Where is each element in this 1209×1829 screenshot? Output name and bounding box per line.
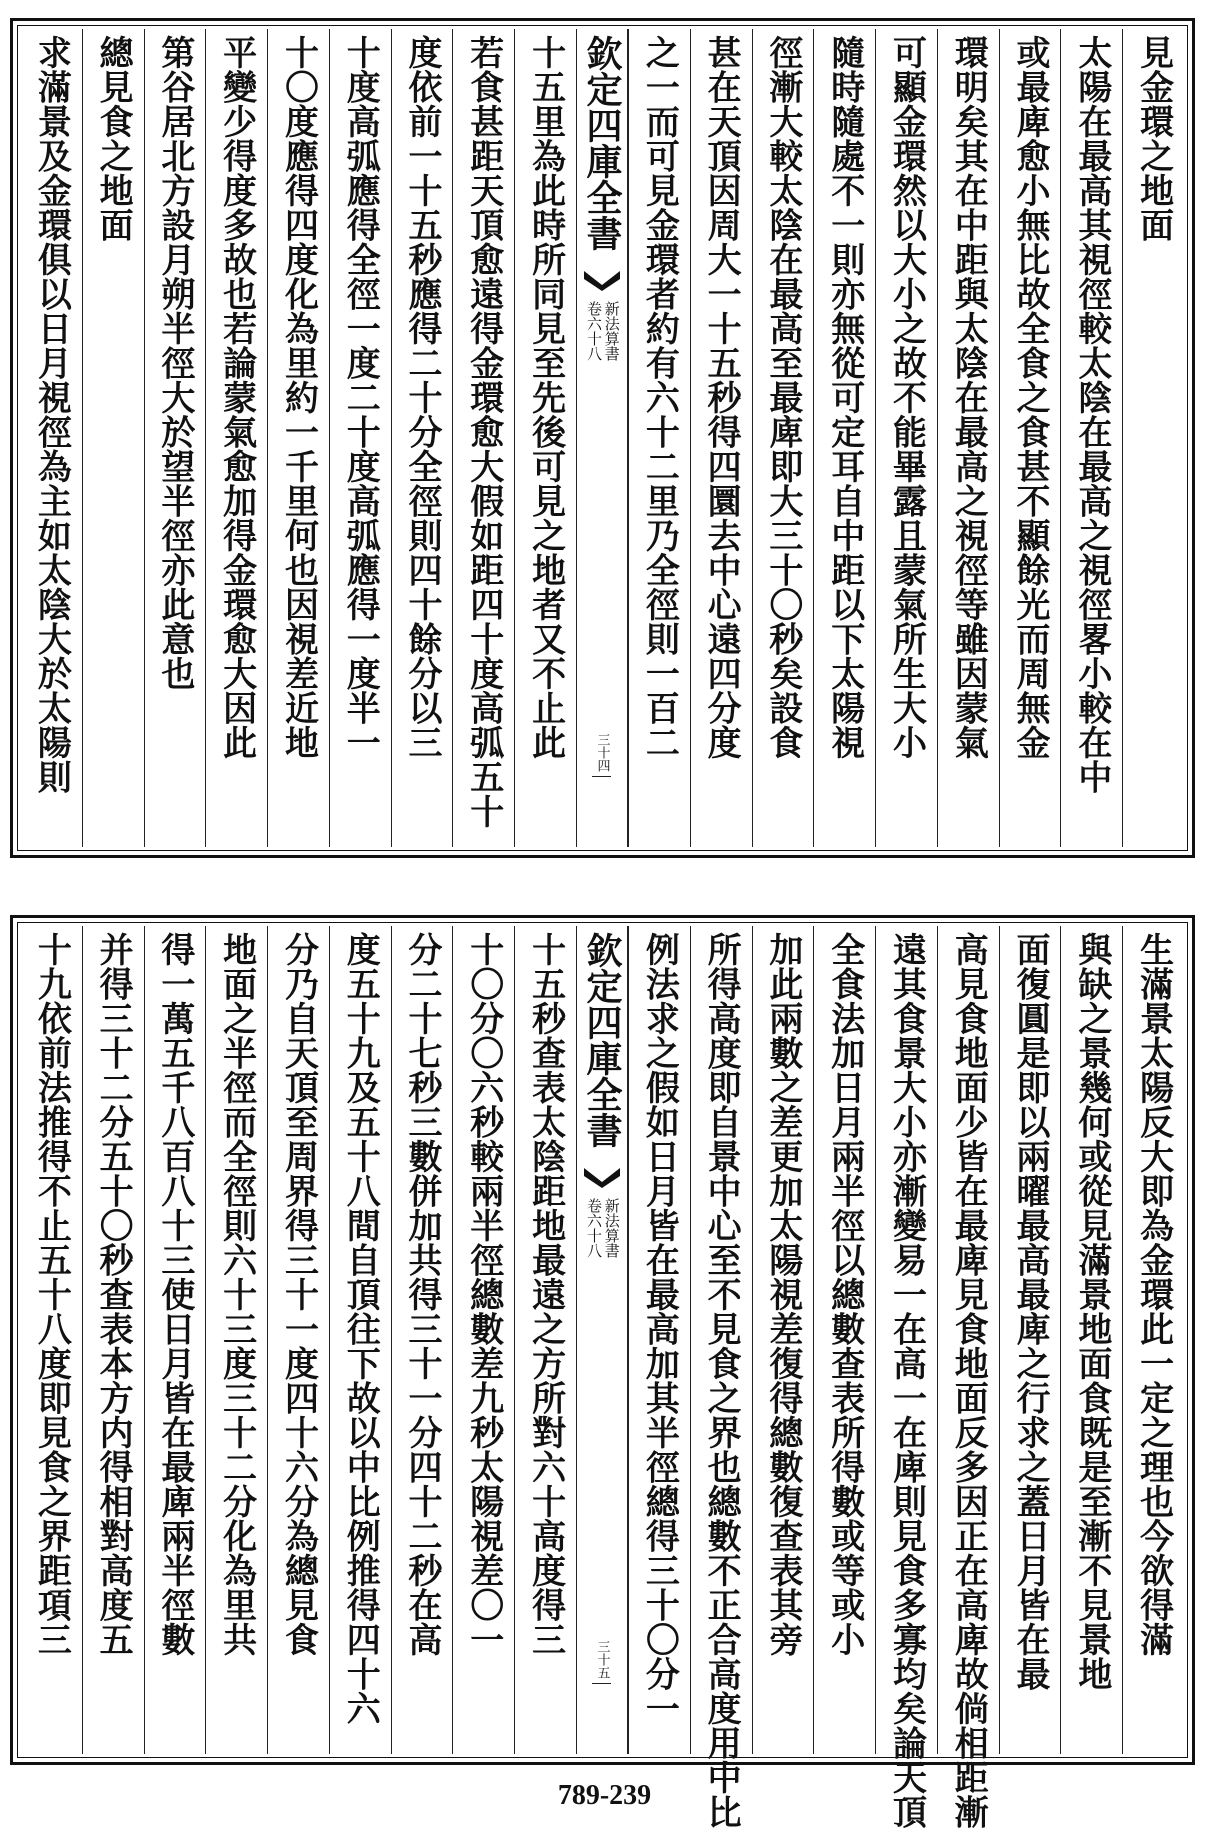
text-column: 與缺之景幾何或從見滿景地面食既是至漸不見景地 — [1060, 926, 1122, 1754]
top-page — [10, 18, 1195, 858]
text-column: 地面之半徑而全徑則六十三度三十二分化為里共 — [205, 926, 267, 1754]
spine-volume: 卷六十八 — [584, 301, 603, 361]
text-column: 生滿景太陽反大即為金環此一定之理也今欲得滿 — [1122, 926, 1184, 1754]
text-column: 并得三十二分五十〇秒查表本方内得相對高度五 — [82, 926, 144, 1754]
text-column: 徑漸大較太陰在最高至最庳即大三十〇秒矣設食 — [752, 29, 814, 847]
text-column: 見金環之地面 — [1122, 29, 1184, 847]
text-column: 環明矣其在中距與太陰在最高之視徑等雖因蒙氣 — [937, 29, 999, 847]
text-column: 之一而可見金環者約有六十二里乃全徑則一百二 — [628, 29, 690, 847]
page-footer-number: 789-239 — [557, 1780, 652, 1811]
text-column: 所得高度即自景中心至不見食之界也總數不正合高度用中比 — [690, 926, 752, 1754]
spine-title: 欽定四庫全書 — [580, 35, 623, 251]
center-spine — [576, 926, 628, 1754]
fishtail-mark-icon — [582, 269, 622, 293]
text-column: 求滿景及金環俱以日月視徑為主如太陰大於太陽則 — [31, 35, 72, 794]
text-column: 高見食地面少皆在最庳見食地面反多因正在高庳故倘相距漸 — [937, 926, 999, 1754]
text-column: 加此兩數之差更加太陽視差復得總數復查表其旁 — [752, 926, 814, 1754]
text-column: 甚在天頂因周大一十五秒得四圜去中心遠四分度 — [690, 29, 752, 847]
text-column: 全食法加日月兩半徑以總數查表所得數或等或小 — [813, 926, 875, 1754]
text-column: 十〇分〇六秒較兩半徑總數差九秒太陽視差〇一 — [452, 926, 514, 1754]
text-column: 十度高弧應得全徑一度二十度高弧應得一度半一 — [329, 29, 391, 847]
spine-title: 欽定四庫全書 — [580, 932, 623, 1148]
text-column: 度五十九及五十八間自頂往下故以中比例推得四十六 — [329, 926, 391, 1754]
top-page-columns — [21, 29, 1184, 847]
spine-volume: 卷六十八 — [584, 1198, 603, 1258]
text-column: 若食甚距天頂愈遠得金環愈大假如距四十度高弧五十 — [452, 29, 514, 847]
text-column: 太陽在最高其視徑較太陰在最高之視徑畧小較在中 — [1060, 29, 1122, 847]
center-spine — [576, 29, 628, 847]
text-column: 十五秒查表太陰距地最遠之方所對六十高度得三 — [514, 926, 576, 1754]
text-column: 度依前一十五秒應得二十分全徑則四十餘分以三 — [391, 29, 453, 847]
spine-book-title: 新法算書 — [602, 301, 621, 361]
text-column: 遠其食景大小亦漸變易一在高一在庳則見食多寡均矣論天頂 — [875, 926, 937, 1754]
spine-page-number: 三十四 — [592, 733, 611, 777]
text-column: 總見食之地面 — [82, 29, 144, 847]
text-column: 平變少得度多故也若論蒙氣愈加得金環愈大因此 — [205, 29, 267, 847]
text-column: 隨時隨處不一則亦無從可定耳自中距以下太陽視 — [813, 29, 875, 847]
text-column: 分二十七秒三數併加共得三十一分四十二秒在高 — [391, 926, 453, 1754]
text-column: 十〇度應得四度化為里約一千里何也因視差近地 — [267, 29, 329, 847]
text-column: 分乃自天頂至周界得三十一度四十六分為總見食 — [267, 926, 329, 1754]
text-column: 十九依前法推得不止五十八度即見食之界距項三 — [31, 932, 72, 1657]
text-column: 或最庳愈小無比故全食之食甚不顯餘光而周無金 — [999, 29, 1061, 847]
text-column: 例法求之假如日月皆在最高加其半徑總得三十〇分一 — [628, 926, 690, 1754]
fishtail-mark-icon — [582, 1166, 622, 1190]
text-column: 面復圓是即以兩曜最高最庳之行求之蓋日月皆在最 — [999, 926, 1061, 1754]
text-column: 可顯金環然以大小之故不能畢露且蒙氣所生大小 — [875, 29, 937, 847]
spine-subtitle — [585, 1198, 619, 1258]
text-column: 第谷居北方設月朔半徑大於望半徑亦此意也 — [144, 29, 206, 847]
text-column: 得一萬五千八百八十三使日月皆在最庳兩半徑數 — [144, 926, 206, 1754]
spine-subtitle — [585, 301, 619, 361]
spine-book-title: 新法算書 — [602, 1198, 621, 1258]
spine-page-number: 三十五 — [592, 1640, 611, 1684]
text-column: 十五里為此時所同見至先後可見之地者又不止此 — [514, 29, 576, 847]
